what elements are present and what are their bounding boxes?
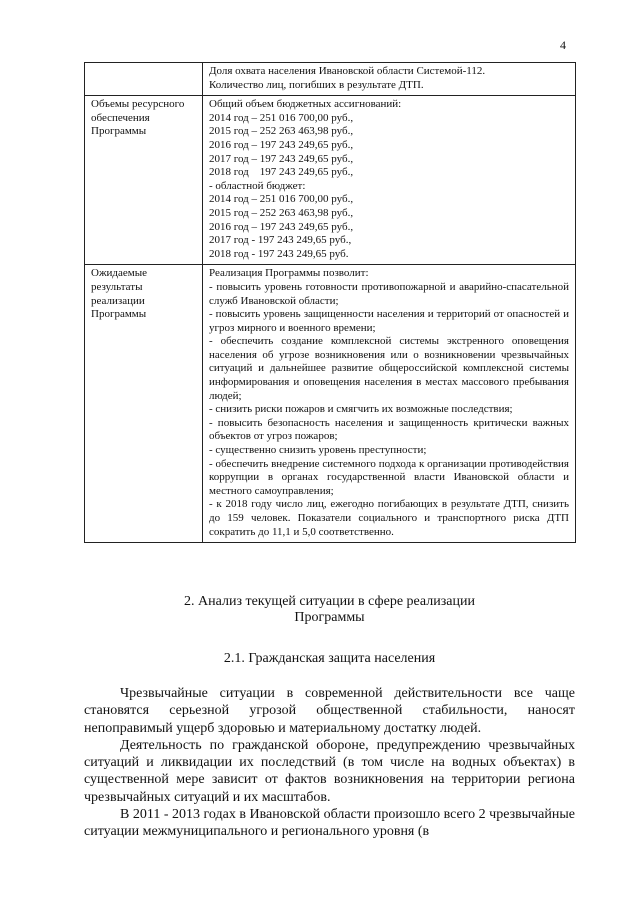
text-line: Количество лиц, погибших в результате ДТП. [209,78,424,91]
text-line: 2018 год - 197 243 249,65 руб. [209,247,349,260]
paragraph: Чрезвычайные ситуации в современной действительности все чаще становятся серьезной угрозой общественной стабильности, наносят непоправимый ущерб здоровью и материальному достатку людей. [84,686,575,736]
list-item: - обеспечить внедрение системного подхода к организации противодействия коррупции в органах государственной власти Ивановской области и местного самоуправления; [209,457,569,497]
text-line: 2014 год – 251 016 700,00 руб., [209,111,354,124]
row-label: Объемы ресурсного обеспечения Программы [85,96,203,265]
list-item: - повысить уровень готовности противопожарной и аварийно-спасательной служб Ивановской области; [209,280,569,307]
list-item: - существенно снизить уровень преступности; [209,444,427,457]
table-row [85,63,576,96]
section-heading-line: 2. Анализ текущей ситуации в сфере реализации [184,594,475,609]
text-line: 2017 год – 197 243 249,65 руб., [209,152,354,165]
list-item: - повысить безопасность населения и защищенность критически важных объектов от угроз пожаров; [209,416,569,443]
text-line: 2018 год 197 243 249,65 руб., [209,166,354,179]
text-line: Общий объем бюджетных ассигнований: [209,98,402,111]
list-item: - снизить риски пожаров и смягчить их возможные последствия; [209,403,513,416]
list-item: - к 2018 году число лиц, ежегодно погибающих в результате ДТП, снизить до 159 человек. Показатели социального и транспортного риска ДТП сократить до 11,1 и 5,0 соответственно. [209,498,569,538]
row-content [203,96,576,265]
section-heading-line: Программы [294,610,365,625]
text-line: 2014 год – 251 016 700,00 руб., [209,193,354,206]
text-line: Доля охвата населения Ивановской области Системой-112. [209,65,486,77]
row-label [85,63,203,96]
paragraph: В 2011 - 2013 годах в Ивановской области произошло всего 2 чрезвычайные ситуации межмуниципального и регионального уровня (в [84,807,575,840]
text-line: Реализация Программы позволит: [209,267,369,280]
list-item: - обеспечить создание комплексной системы экстренного оповещения населения об угрозе возникновения или о возникновении чрезвычайных ситуаций и дальнейшее развитие общероссийской комплексной системы информирования и оповещения населения в местах массового пребывания людей; [209,335,569,402]
table-row [85,265,576,543]
row-label: Ожидаемые результаты реализации Программы [85,265,203,543]
text-line: 2017 год - 197 243 249,65 руб., [209,234,352,247]
body-text [84,685,575,841]
section-heading [84,594,575,626]
text-line: 2016 год – 197 243 249,65 руб., [209,220,354,233]
subsection-heading: 2.1. Гражданская защита населения [223,651,436,666]
text-line: - областной бюджет: [209,179,306,192]
row-content [203,265,576,543]
row-content [203,63,576,96]
table-row [85,96,576,265]
paragraph: Деятельность по гражданской обороне, предупреждению чрезвычайных ситуаций и ликвидации их последствий (в том числе на водных объектах) в существенной мере зависит от фактов возникновения на территории региона чрезвычайных ситуаций и их масштабов. [84,737,575,805]
text-line: 2015 год – 252 263 463,98 руб., [209,206,354,219]
list-item: - повысить уровень защищенности населения и территорий от опасностей и угроз мирного и военного времени; [209,308,569,334]
text-line: 2016 год – 197 243 249,65 руб., [209,138,354,151]
text-line: 2015 год – 252 263 463,98 руб., [209,125,354,138]
program-passport-table [84,62,576,543]
page-number: 4 [560,38,566,52]
